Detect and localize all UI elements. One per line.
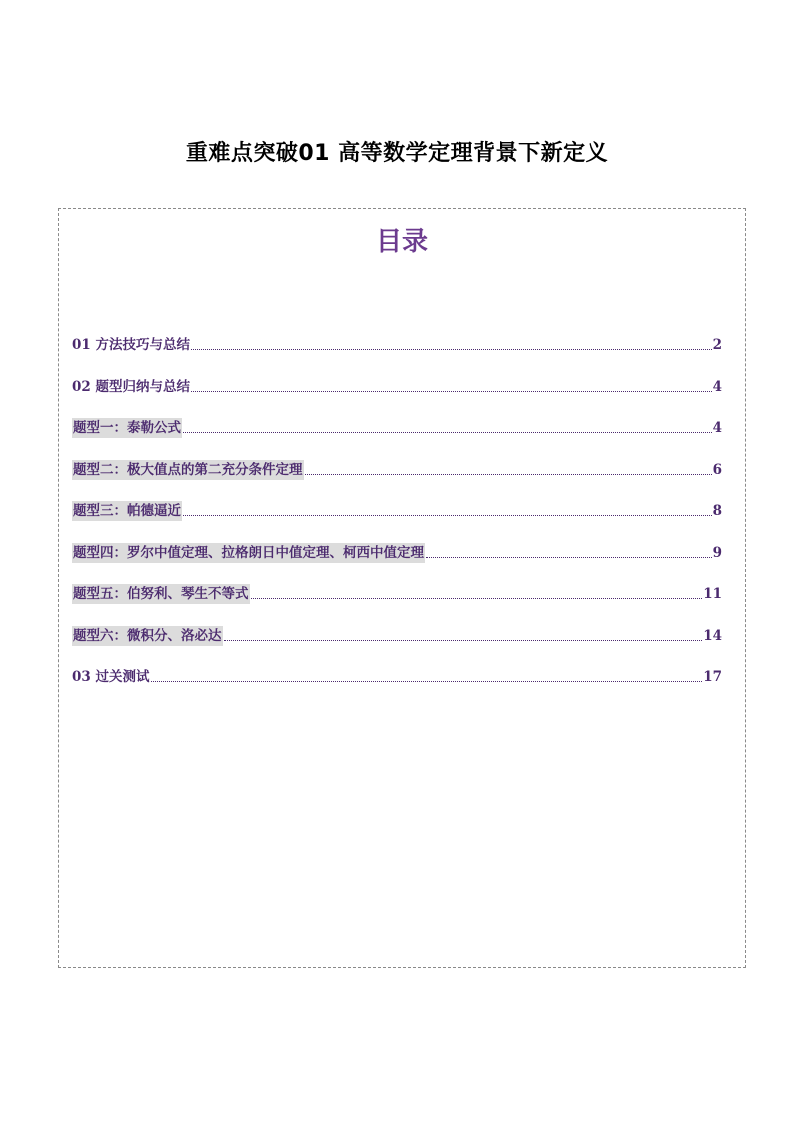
toc-entry-page: 6	[712, 461, 722, 478]
toc-entry-label: 题型一：泰勒公式	[73, 420, 181, 436]
toc-entry-question-types[interactable]	[72, 375, 722, 397]
toc-entry-label: 题型五：伯努利、琴生不等式	[73, 586, 249, 602]
toc-heading: 目录	[375, 227, 428, 257]
dot-leader	[183, 514, 712, 516]
toc-entry-methods-summary[interactable]	[72, 333, 722, 355]
toc-entry-page: 11	[703, 586, 722, 602]
toc-entry-type-1[interactable]	[72, 416, 722, 438]
toc-entry-label: 03 过关测试	[72, 669, 150, 685]
dot-leader	[183, 431, 712, 433]
toc-entry-label: 01 方法技巧与总结	[72, 337, 190, 353]
toc-entry-final-test[interactable]	[72, 665, 722, 687]
toc-entry-label: 题型四：罗尔中值定理、拉格朗日中值定理、柯西中值定理	[73, 544, 424, 561]
toc-entry-page: 17	[703, 669, 722, 685]
dot-leader	[224, 639, 703, 641]
toc-entry-page: 8	[712, 503, 722, 519]
toc-list	[72, 333, 722, 707]
toc-entry-page: 14	[703, 627, 722, 644]
toc-entry-type-3[interactable]	[72, 499, 722, 521]
toc-entry-page: 4	[712, 378, 722, 395]
toc-entry-label: 02 题型归纳与总结	[72, 378, 190, 395]
dot-leader	[151, 680, 703, 682]
toc-entry-page: 4	[712, 420, 722, 436]
toc-entry-page: 9	[712, 544, 722, 561]
dot-leader	[426, 556, 712, 558]
toc-entry-label: 题型二：极大值点的第二充分条件定理	[73, 461, 303, 478]
toc-entry-type-6[interactable]	[72, 624, 722, 646]
toc-entry-page: 2	[712, 337, 722, 353]
toc-entry-type-5[interactable]	[72, 582, 722, 604]
dot-leader	[191, 390, 712, 392]
table-of-contents	[58, 208, 746, 968]
dot-leader	[251, 597, 703, 599]
toc-entry-label: 题型三：帕德逼近	[73, 503, 181, 519]
dot-leader	[305, 473, 712, 475]
toc-entry-type-2[interactable]	[72, 458, 722, 480]
toc-entry-type-4[interactable]	[72, 541, 722, 563]
toc-entry-label: 题型六：微积分、洛必达	[73, 627, 222, 644]
dot-leader	[191, 348, 712, 350]
document-title: 重难点突破01 高等数学定理背景下新定义	[185, 141, 609, 166]
